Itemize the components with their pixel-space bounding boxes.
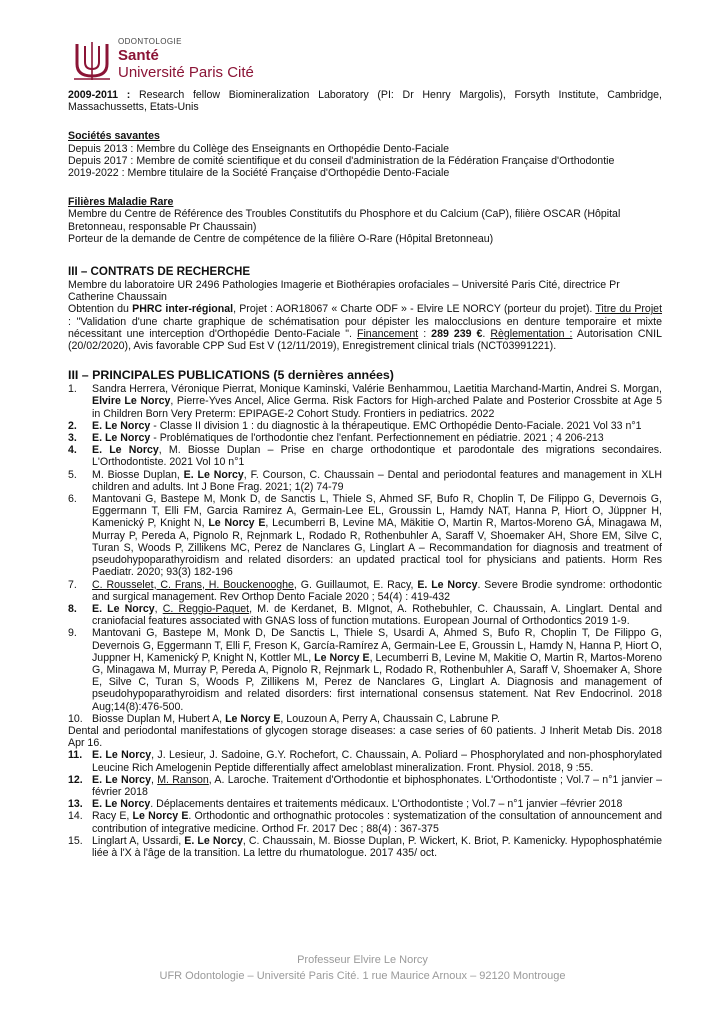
pub-rest: , F. Courson, C. Chaussain – Dental and periodontal features and management in XLH children and adults. Int J Bone Frag. 2021; 1(2) 74-79 (92, 468, 662, 493)
pub-author-highlight: E. Le Norcy (184, 834, 243, 847)
pub-author-highlight: E. Le Norcy (92, 432, 151, 445)
pub-author-highlight: E. Le Norcy (92, 798, 151, 811)
publication-number: 6. (68, 493, 77, 506)
research-fellow-entry (68, 89, 662, 113)
pub-underlined-authors: C. Rousselet, C. Frans, H. Bouckenooghe (92, 578, 294, 591)
pub-author-highlight: Le Norcy E (208, 517, 266, 530)
pub-rest: , A. Laroche. Traitement d'Orthodontie et biphosphonates. L'Orthodontiste ; Vol.7 – n°1 janvier –février 2018 (92, 773, 662, 798)
reglementation-label: Règlementation : (490, 327, 573, 340)
pub-authors: , (150, 773, 158, 786)
entry-years: 2009-2011 : (68, 89, 131, 101)
phrc-text: Autorisation CNIL (20/02/2020), Avis favorable CPP Sud Est V (12/11/2019), Enregistrement clinical trials (NCT03991221). (68, 327, 662, 353)
publication-text (92, 749, 662, 773)
publication-number: 13. (68, 798, 83, 811)
financement-amount: 289 239 € (431, 327, 483, 340)
publication-number: 11. (68, 749, 83, 762)
publication-text (92, 810, 662, 834)
footer-address: UFR Odontologie – Université Paris Cité. 1 rue Maurice Arnoux – 92120 Montrouge (159, 970, 566, 982)
pub-rest: - Problématiques de l'orthodontie chez l'enfant. Perfectionnement en pédiatrie. 2021 ; 4 206-213 (150, 432, 604, 445)
phrc-label: PHRC inter-régional (132, 303, 234, 316)
phrc-paragraph (68, 303, 662, 352)
publication-number: 5. (68, 468, 77, 481)
publication-item (68, 713, 662, 725)
societe-line: Depuis 2013 : Membre du Collège des Enseignants en Orthopédie Dento-Faciale (68, 142, 450, 155)
phrc-text: Obtention du (68, 303, 133, 316)
publication-item (68, 444, 662, 468)
u-logo-icon (74, 42, 110, 80)
publication-text (92, 444, 662, 468)
pub-underlined-authors: C. Reggio-Paquet (162, 602, 250, 615)
logo-top-label: ODONTOLOGIE (118, 37, 182, 46)
publication-item (68, 469, 662, 493)
publication-continuation: Dental and periodontal manifestations of glycogen storage diseases: a case series of 60 patients. J Inherit Metab Dis. 2018 Apr 16. (68, 724, 662, 750)
publication-item (68, 749, 662, 773)
publication-number: 9. (68, 627, 77, 640)
pub-rest: . Déplacements dentaires et traitements médicaux. L'Orthodontiste ; Vol.7 – n°1 janvier –février 2018 (150, 798, 623, 811)
societe-line: Depuis 2017 : Membre de comité scientifique et du conseil d'administration de la Fédération Française d'Orthodontie (68, 154, 615, 167)
publications-heading: III – PRINCIPALES PUBLICATIONS (5 dernières années) (68, 368, 394, 383)
pub-author-highlight: Le Norcy E (132, 810, 189, 823)
publication-text (92, 420, 662, 432)
pub-rest: , Louzoun A, Perry A, Chaussain C, Labrune P. (280, 712, 500, 725)
publication-text (92, 798, 662, 810)
publication-item (68, 579, 662, 603)
logo-line2: Université Paris Cité (118, 64, 254, 81)
pub-authors: Mantovani G, Bastepe M, Monk D, de Sanctis L, Thiele S, Ahmed SF, Bufo R, Choplin T, De Filippo G, Devernois G, Eggermann T, Elli FM, Garcia Ramirez A, Germain-Lee EL, Groussin L, Hamdy NAT, Hanna P, Hiort O, Jüppner H, Kamenický P, Knight N, (92, 493, 662, 530)
publication-text (92, 603, 662, 627)
titre-label: Titre du Projet (595, 303, 663, 316)
logo-line1: Santé (118, 47, 159, 64)
societes-heading: Sociétés savantes (68, 130, 160, 143)
pub-authors: Biosse Duplan M, Hubert A, (92, 712, 226, 725)
publication-text (92, 493, 662, 578)
university-logo (74, 38, 274, 82)
pub-authors: Mantovani G, Bastepe M, Monk D, De Sanctis L, Thiele S, Usardi A, Ahmed S, Bufo R, Choplin T, De Filippo G, Devernois G, Eggermann T, Elli F, Freson K, García-Ramírez A, Germain-Lee E, Groussin L, Hamdy N, Hanna P, Hiort O, Juppner H, Kamenický P, Knight N, Kottler ML, (92, 627, 662, 664)
publication-number: 1. (68, 383, 77, 396)
pub-author-highlight: Le Norcy E (314, 651, 370, 664)
publication-item (68, 627, 662, 712)
pub-rest: , Lecumberri B, Levine M, Makitie O, Martin R, Martos-Moreno G, Minagawa M, Murray P, Pereda A, Pignolo R, Rejnmark L, Rodado R, Rothenbuhler A, Saraff V, Shoemaker A, Shore E, Silve C, Turan S, Woods P, Zillikens M, Perez de Nanclares G, Linglart A. Diagnosis and management of pseudohypoparathyroidism and related disorders: first international consensus statement. Nat Rev Endocrinol. 2018 Aug;14(8):476-500. (92, 651, 662, 713)
contrats-heading: III – CONTRATS DE RECHERCHE (68, 265, 251, 279)
publication-number: 8. (68, 602, 77, 615)
filieres-heading: Filières Maladie Rare (68, 196, 174, 209)
pub-author-highlight: Elvire Le Norcy (92, 395, 171, 408)
pub-author-highlight: E. Le Norcy (92, 419, 151, 432)
publication-text (92, 627, 662, 712)
pub-author-highlight: E. Le Norcy (92, 602, 155, 615)
pub-authors: , (154, 602, 163, 615)
publication-number: 3. (68, 432, 77, 445)
pub-author-highlight: E. Le Norcy (92, 773, 151, 786)
publication-item (68, 420, 662, 432)
pub-author-highlight: E. Le Norcy (92, 444, 159, 457)
main-content (68, 89, 662, 859)
pub-rest: , M. de Kerdanet, B. MIgnot, A. Rothebuhler, C. Chaussain, A. Linglart. Dental and craniofacial features associated with GNAS loss of function mutations. European Journal of Orthodontics 2019 1-9. (92, 602, 663, 628)
pub-authors: Racy E, (92, 810, 133, 823)
publication-number: 15. (68, 834, 83, 847)
pub-rest: , J. Lesieur, J. Sadoine, G.Y. Rochefort, C. Chaussain, A. Poliard – Phosphorylated and non-phosphorylated Leucine Rich Amelogenin Peptide differentially affect ameloblast mineralization. Front. Physiol. 2018, 9 :55. (92, 749, 662, 774)
publication-item (68, 774, 662, 798)
publication-item (68, 603, 662, 627)
publication-text (92, 713, 662, 725)
publication-item (68, 835, 662, 859)
publication-item (68, 798, 662, 810)
pub-rest: , M. Biosse Duplan – Prise en charge orthodontique et parodontale des migrations secondaires. L'Orthodontiste. 2021 Vol 10 n°1 (92, 444, 662, 469)
pub-author-highlight: E. Le Norcy (417, 578, 478, 591)
financement-label: Financement (356, 327, 419, 340)
pub-author-highlight: E. Le Norcy (183, 468, 244, 481)
publication-number: 12. (68, 773, 83, 786)
publication-number: 10. (68, 712, 83, 725)
publication-text (92, 383, 662, 420)
publication-item (68, 810, 662, 834)
publication-text (92, 835, 662, 859)
footer-name: Professeur Elvire Le Norcy (297, 954, 428, 966)
pub-rest: , C. Chaussain, M. Biosse Duplan, P. Wickert, K. Briot, P. Kamenicky. Hypophosphatémie liée à l'X à l'âge de la transition. La lettre du rhumatologue. 2017 435/ oct. (92, 834, 662, 859)
publication-text (92, 469, 662, 493)
pub-author-highlight: E. Le Norcy (92, 749, 152, 762)
pub-authors: Linglart A, Ussardi, (92, 834, 185, 847)
publication-number: 7. (68, 578, 77, 591)
contrats-line1: Membre du laboratoire UR 2496 Pathologies Imagerie et Biothérapies orofaciales – Université Paris Cité, directrice Pr Catherine Chaussain (68, 279, 620, 304)
publication-text (92, 579, 662, 603)
publication-number: 14. (68, 810, 83, 823)
pub-rest: . Orthodontic and orthognathic protocoles : systematization of the consultation of announcement and contribution of integrative medicine. Orthod Fr. 2017 Dec ; 88(4) : 367-375 (92, 810, 662, 835)
pub-author-highlight: Le Norcy E (225, 712, 281, 725)
publication-text (92, 774, 662, 798)
pub-authors: , G. Guillaumot, E. Racy, (293, 578, 418, 591)
filiere-line: Porteur de la demande de Centre de compétence de la filière O-Rare (Hôpital Bretonneau) (68, 232, 494, 245)
phrc-text: . (482, 327, 491, 340)
phrc-text: , Projet : AOR18067 « Charte ODF » - Elvire LE NORCY (porteur du projet). (233, 303, 596, 316)
publication-number: 2. (68, 419, 77, 432)
phrc-text: : "Validation d'une charte graphique de schématisation pour dépister les malocclusions en denture temporaire et mixte nécessitant une interception d'Orthopédie Dento-Faciale ". (68, 315, 662, 340)
publication-number: 4. (68, 444, 77, 457)
publication-item (68, 493, 662, 578)
publication-item (68, 432, 662, 444)
publication-item (68, 383, 662, 420)
pub-rest: , Lecumberri B, Levine MA, Mäkitie O, Martin R, Martos-Moreno GÁ, Minagawa M, Murray P, Pereda A, Pignolo R, Rejnmark L, Rodado R, Rothenbuhler A, Saraff V, Shoemaker AH, Shore EM, Silve C, Turan S, Woods P, Zillikens MC, Perez de Nanclares G, Linglart A – Recommandation for diagnosis and treatment of pseudohypoparathyroidism and related disorders: an updated practical tool for physicians and patients. Horm Res Paediatr. 2020; 93(3) 182-196 (92, 517, 662, 579)
publication-text (92, 432, 662, 444)
pub-authors: Sandra Herrera, Véronique Pierrat, Monique Kaminski, Valérie Benhammou, Laetitia Marchand-Martin, Andrei S. Morgan, (92, 383, 662, 396)
entry-text: Research fellow Biomineralization Laboratory (PI: Dr Henry Margolis), Forsyth Institute, Cambridge, Massachussetts, Etats-Unis (68, 89, 662, 114)
pub-authors: M. Biosse Duplan, (92, 468, 184, 481)
filiere-line: Membre du Centre de Référence des Troubles Constitutifs du Phosphore et du Calcium (CaP), filière OSCAR (Hôpital Bretonneau, responsable Pr Chaussain) (68, 208, 621, 233)
pub-underlined-authors: M. Ranson (157, 773, 209, 786)
societe-line: 2019-2022 : Membre titulaire de la Société Française d'Orthopédie Dento-Faciale (68, 167, 450, 180)
pub-rest: - Classe II division 1 : du diagnostic à la thérapeutique. EMC Orthopédie Dento-Faciale. 2021 Vol 33 n°1 (150, 419, 642, 432)
phrc-text: : (418, 327, 432, 340)
pub-rest: . Severe Brodie syndrome: orthodontic and surgical management. Rev Orthop Dento Faciale 2020 ; 54(4) : 419-432 (92, 578, 662, 603)
pub-rest: , Pierre-Yves Ancel, Alice Germa. Risk Factors for High-arched Palate and Posterior Crossbite at Age 5 in Children Born Very Preterm: EPIPAGE-2 Cohort Study. Frontiers in pediatrics. 2022 (92, 395, 662, 420)
